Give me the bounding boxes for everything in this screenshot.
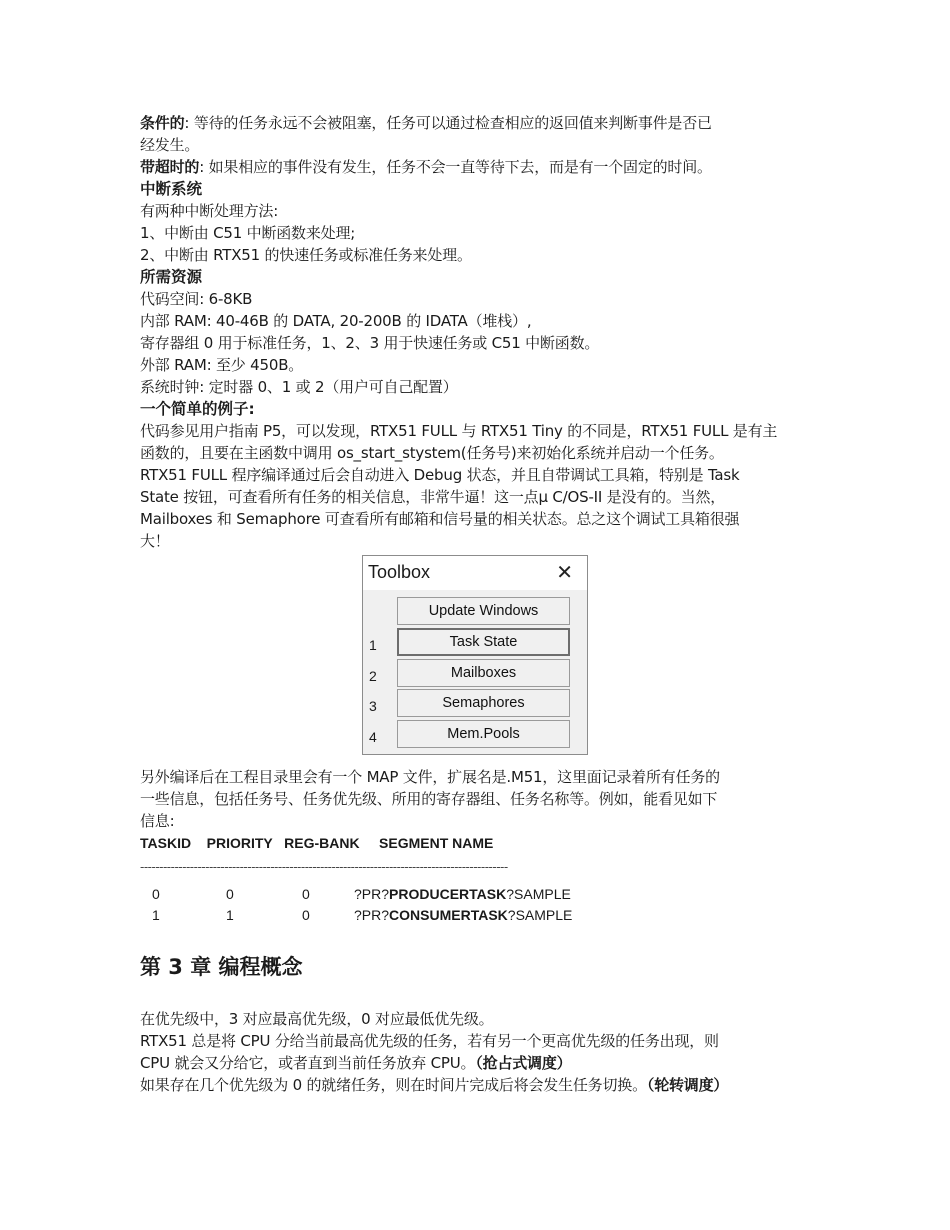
section-heading-example: 一个简单的例子: bbox=[140, 400, 255, 418]
mailboxes-button[interactable]: Mailboxes bbox=[397, 659, 570, 687]
text-line: 2、中断由 RTX51 的快速任务或标准任务来处理。 bbox=[140, 246, 472, 264]
term-text: : 如果相应的事件没有发生，任务不会一直等待下去，而是有一个固定的时间。 bbox=[199, 158, 712, 176]
segment-name-cell: ?PR?PRODUCERTASK?SAMPLE bbox=[354, 886, 571, 902]
toolbox-row bbox=[363, 720, 587, 750]
text-line: 外部 RAM: 至少 450B。 bbox=[140, 356, 304, 374]
document-page bbox=[140, 112, 830, 1096]
text-line: 函数的，且要在主函数中调用 os_start_stystem(任务号)来初始化系统并启动一个任务。 bbox=[140, 444, 724, 462]
mem-pools-button[interactable]: Mem.Pools bbox=[397, 720, 570, 748]
regbank-cell: 0 bbox=[302, 907, 310, 923]
paragraph-conditional bbox=[140, 112, 830, 134]
semaphores-button[interactable]: Semaphores bbox=[397, 689, 570, 717]
text-line: 在优先级中，3 对应最高优先级，0 对应最低优先级。 bbox=[140, 1010, 494, 1028]
text-line: 另外编译后在工程目录里会有一个 MAP 文件，扩展名是.M51，这里面记录着所有任务的 bbox=[140, 768, 720, 786]
toolbox-titlebar bbox=[363, 556, 587, 590]
text-segment: CPU 就会又分给它，或者直到当前任务放弃 CPU。 bbox=[140, 1054, 476, 1072]
text-line: 代码参见用户指南 P5，可以发现，RTX51 FULL 与 RTX51 Tiny 的不同是，RTX51 FULL 是有主 bbox=[140, 422, 778, 440]
toolbox-row bbox=[363, 659, 587, 689]
taskid-cell: 1 bbox=[152, 907, 160, 923]
text-line: State 按钮，可查看所有任务的相关信息，非常牛逼！这一点μ C/OS-II 是没有的。当然， bbox=[140, 488, 726, 506]
toolbox-row bbox=[363, 597, 587, 627]
text-line: RTX51 FULL 程序编译通过后会自动进入 Debug 状态，并且自带调试工具箱，特别是 Task bbox=[140, 466, 740, 484]
priority-cell: 0 bbox=[226, 886, 234, 902]
text-line: 寄存器组 0 用于标准任务，1、2、3 用于快速任务或 C51 中断函数。 bbox=[140, 334, 600, 352]
text-line bbox=[140, 1052, 830, 1074]
regbank-cell: 0 bbox=[302, 886, 310, 902]
task-state-button[interactable]: Task State bbox=[397, 628, 570, 656]
chapter-title: 第 3 章 编程概念 bbox=[140, 955, 303, 979]
table-row bbox=[140, 884, 830, 905]
toolbox-figure bbox=[140, 552, 830, 766]
text-line bbox=[140, 1074, 830, 1096]
text-line: 信息: bbox=[140, 812, 175, 830]
term-label: 条件的 bbox=[140, 114, 185, 132]
close-icon[interactable]: ✕ bbox=[556, 562, 573, 584]
map-table-header: TASKID PRIORITY REG-BANK SEGMENT NAME bbox=[140, 835, 494, 851]
toolbox-title: Toolbox bbox=[368, 562, 431, 582]
table-row bbox=[140, 905, 830, 926]
row-number: 2 bbox=[369, 668, 377, 684]
section-heading-interrupt: 中断系统 bbox=[140, 180, 203, 198]
toolbox-row bbox=[363, 628, 587, 658]
text-line: 1、中断由 C51 中断函数来处理; bbox=[140, 224, 356, 242]
row-number: 3 bbox=[369, 698, 377, 714]
update-windows-button[interactable]: Update Windows bbox=[397, 597, 570, 625]
text-line: 系统时钟: 定时器 0、1 或 2（用户可自己配置） bbox=[140, 378, 458, 396]
toolbox-row bbox=[363, 689, 587, 719]
emphasis-text: （抢占式调度） bbox=[475, 1054, 572, 1072]
segment-name-cell: ?PR?CONSUMERTASK?SAMPLE bbox=[354, 907, 573, 923]
paragraph-conditional-cont: 经发生。 bbox=[140, 136, 200, 154]
text-line: Mailboxes 和 Semaphore 可查看所有邮箱和信号量的相关状态。总之这个调试工具箱很强 bbox=[140, 510, 740, 528]
text-line: 一些信息，包括任务号、任务优先级、所用的寄存器组、任务名称等。例如，能看见如下 bbox=[140, 790, 718, 808]
row-number: 4 bbox=[369, 729, 377, 745]
toolbox-dialog bbox=[362, 555, 588, 755]
row-number: 1 bbox=[369, 637, 377, 653]
text-line: 代码空间: 6-8KB bbox=[140, 290, 253, 308]
text-line: RTX51 总是将 CPU 分给当前最高优先级的任务，若有另一个更高优先级的任务出现，则 bbox=[140, 1032, 719, 1050]
text-line: 大！ bbox=[140, 532, 170, 550]
paragraph-timeout bbox=[140, 156, 830, 178]
text-line: 内部 RAM: 40-46B 的 DATA, 20-200B 的 IDATA（堆栈）, bbox=[140, 312, 532, 330]
section-heading-resources: 所需资源 bbox=[140, 268, 203, 286]
map-table-divider: ------------------------------------------------------------------------------------------------ bbox=[140, 860, 508, 874]
taskid-cell: 0 bbox=[152, 886, 160, 902]
text-line: 有两种中断处理方法: bbox=[140, 202, 279, 220]
text-segment: 如果存在几个优先级为 0 的就绪任务，则在时间片完成后将会发生任务切换。 bbox=[140, 1076, 647, 1094]
term-text: : 等待的任务永远不会被阻塞，任务可以通过检查相应的返回值来判断事件是否已 bbox=[184, 114, 712, 132]
priority-cell: 1 bbox=[226, 907, 234, 923]
emphasis-text: （轮转调度） bbox=[646, 1076, 729, 1094]
term-label: 带超时的 bbox=[140, 158, 200, 176]
